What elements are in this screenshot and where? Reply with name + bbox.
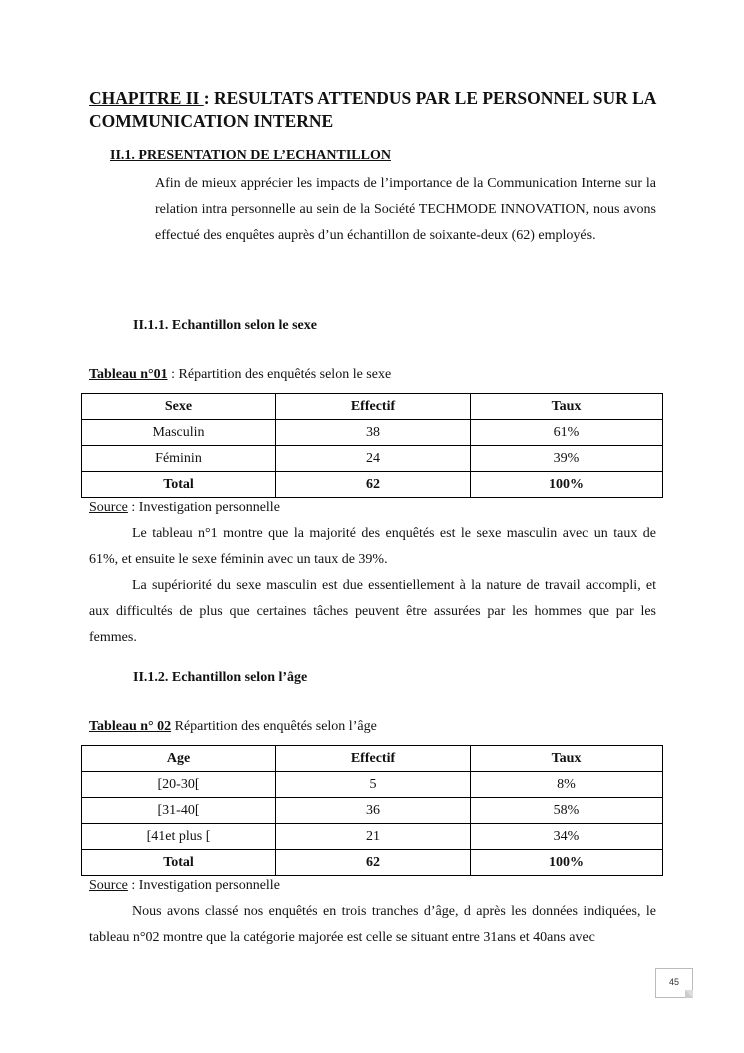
table-cell: 61% [471, 420, 663, 446]
table-cell: 39% [471, 446, 663, 472]
table1-caption-text: : Répartition des enquêtés selon le sexe [167, 367, 392, 382]
table-header-row [82, 394, 663, 420]
section-title: II.1. PRESENTATION DE L’ECHANTILLON [110, 148, 391, 163]
table-header-cell: Taux [471, 394, 663, 420]
table-cell: Total [82, 472, 276, 498]
table1-caption-label: Tableau n°01 [89, 367, 168, 382]
table-cell: 62 [276, 472, 471, 498]
table-row [82, 798, 663, 824]
source-label: Source [89, 500, 128, 515]
sexe-paragraph-1: Le tableau n°1 montre que la majorité des enquêtés est le sexe masculin avec un taux de 61%, et ensuite le sexe féminin avec un taux de 39%. [89, 526, 656, 567]
table-cell: Masculin [82, 420, 276, 446]
table1-caption [89, 367, 391, 383]
table-cell: 24 [276, 446, 471, 472]
page-number-text: 45 [668, 977, 679, 987]
chapter-label: CHAPITRE II [89, 88, 204, 108]
chapter-title: : RESULTATS ATTENDUS PAR LE PERSONNEL SUR LA COMMUNICATION INTERNE [89, 88, 656, 131]
table1-source [89, 500, 280, 516]
source-text: : Investigation personnelle [127, 878, 280, 893]
table2-caption-label: Tableau n° 02 [89, 719, 172, 734]
source-label: Source [89, 878, 128, 893]
table-age [81, 745, 663, 876]
table-header-cell: Age [82, 746, 276, 772]
section-heading [110, 148, 391, 164]
source-text: : Investigation personnelle [127, 500, 280, 515]
subsection-sexe-title: II.1.1. Echantillon selon le sexe [133, 318, 317, 333]
table-sexe [81, 393, 663, 498]
table-cell: 38 [276, 420, 471, 446]
table-cell: Féminin [82, 446, 276, 472]
table-header-cell: Effectif [276, 746, 471, 772]
table2-source [89, 878, 280, 894]
table2-caption-text: Répartition des enquêtés selon l’âge [171, 719, 377, 734]
table-row [82, 446, 663, 472]
table2-caption [89, 719, 377, 735]
table-cell: Total [82, 850, 276, 876]
table-cell: [31-40[ [82, 798, 276, 824]
table-cell: [41et plus [ [82, 824, 276, 850]
age-paragraph-1: Nous avons classé nos enquêtés en trois tranches d’âge, d après les données indiquées, le tableau n°02 montre que la catégorie majorée est celle se situant entre 31ans et 40ans avec [89, 904, 656, 945]
table-total-row [82, 472, 663, 498]
table-cell: 36 [276, 798, 471, 824]
table-total-row [82, 850, 663, 876]
table-row [82, 772, 663, 798]
table-cell: 58% [471, 798, 663, 824]
table-row [82, 420, 663, 446]
table-cell: [20-30[ [82, 772, 276, 798]
intro-paragraph: Afin de mieux apprécier les impacts de l’importance de la Communication Interne sur la relation intra personnelle au sein de la Société TECHMODE INNOVATION, nous avons effectué des enquêtes auprès d’un échantillon de soixante-deux (62) employés. [155, 176, 656, 243]
table-header-cell: Effectif [276, 394, 471, 420]
table-cell: 34% [471, 824, 663, 850]
table-header-cell: Sexe [82, 394, 276, 420]
table-cell: 8% [471, 772, 663, 798]
page-number [655, 968, 693, 998]
table-cell: 100% [471, 850, 663, 876]
subsection-age-title: II.1.2. Echantillon selon l’âge [133, 670, 308, 685]
table-header-row [82, 746, 663, 772]
chapter-heading [89, 87, 669, 133]
sexe-paragraph-2: La supériorité du sexe masculin est due essentiellement à la nature de travail accompli, et aux difficultés de plus que certaines tâches peuvent être assurées par les hommes que par les femmes. [89, 578, 656, 645]
table-cell: 62 [276, 850, 471, 876]
table-cell: 21 [276, 824, 471, 850]
table-header-cell: Taux [471, 746, 663, 772]
table-row [82, 824, 663, 850]
table-cell: 100% [471, 472, 663, 498]
page-fold-icon [685, 990, 693, 998]
table-cell: 5 [276, 772, 471, 798]
